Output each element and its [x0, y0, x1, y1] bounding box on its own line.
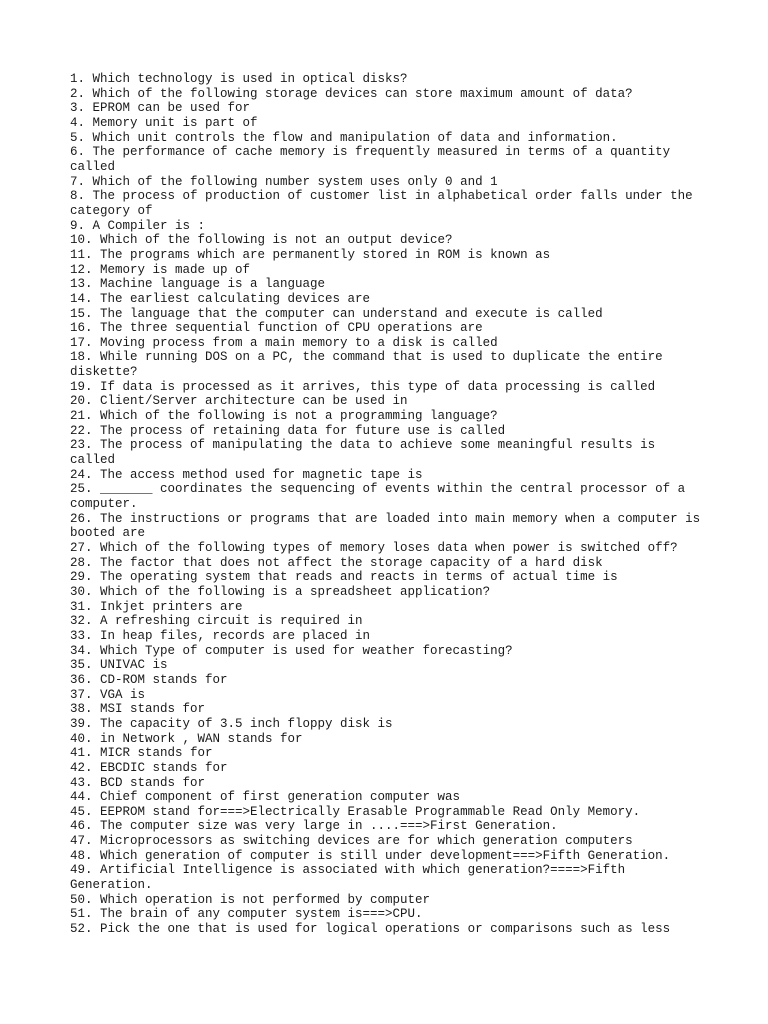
- question-item: 22. The process of retaining data for future use is called: [70, 423, 506, 438]
- question-item: 24. The access method used for magnetic tape is: [70, 467, 423, 482]
- question-item: 35. UNIVAC is: [70, 658, 168, 673]
- question-item: 5. Which unit controls the flow and manipulation of data and information.: [70, 130, 618, 145]
- question-item: 9. A Compiler is :: [70, 218, 206, 233]
- question-item: 29. The operating system that reads and reacts in terms of actual time is: [70, 570, 618, 585]
- question-item: 51. The brain of any computer system is===>CPU.: [70, 907, 423, 922]
- question-item: 21. Which of the following is not a programming language?: [70, 409, 498, 424]
- question-list: [70, 72, 706, 937]
- question-item: 41. MICR stands for: [70, 746, 213, 761]
- question-item: 46. The computer size was very large in ....===>First Generation.: [70, 819, 558, 834]
- question-item: 6. The performance of cache memory is frequently measured in terms of a quantity called: [70, 145, 678, 174]
- question-item: 28. The factor that does not affect the storage capacity of a hard disk: [70, 555, 603, 570]
- question-item: 11. The programs which are permanently stored in ROM is known as: [70, 247, 551, 262]
- question-item: 38. MSI stands for: [70, 702, 206, 717]
- question-item: 10. Which of the following is not an output device?: [70, 233, 453, 248]
- question-item: 13. Machine language is a language: [70, 277, 326, 292]
- question-item: 37. VGA is: [70, 687, 146, 702]
- question-item: 18. While running DOS on a PC, the command that is used to duplicate the entire diskette?: [70, 350, 671, 380]
- question-item: 47. Microprocessors as switching devices are for which generation computers: [70, 834, 633, 849]
- question-item: 40. in Network , WAN stands for: [70, 731, 303, 746]
- question-item: 34. Which Type of computer is used for weather forecasting?: [70, 643, 513, 658]
- question-item: 17. Moving process from a main memory to a disk is called: [70, 335, 498, 350]
- question-item: 45. EEPROM stand for===>Electrically Erasable Programmable Read Only Memory.: [70, 804, 641, 819]
- question-item: 39. The capacity of 3.5 inch floppy disk is: [70, 716, 393, 731]
- question-item: 43. BCD stands for: [70, 775, 206, 790]
- question-item: 44. Chief component of first generation computer was: [70, 790, 461, 805]
- question-item: 31. Inkjet printers are: [70, 599, 243, 614]
- question-item: 36. CD-ROM stands for: [70, 672, 228, 687]
- question-item: 50. Which operation is not performed by computer: [70, 892, 431, 907]
- question-item: 2. Which of the following storage devices can store maximum amount of data?: [70, 86, 633, 101]
- question-item: 1. Which technology is used in optical disks?: [70, 72, 408, 86]
- question-item: 3. EPROM can be used for: [70, 101, 251, 116]
- question-item: 20. Client/Server architecture can be used in: [70, 394, 408, 409]
- question-item: 33. In heap files, records are placed in: [70, 628, 371, 643]
- question-item: 4. Memory unit is part of: [70, 115, 258, 130]
- question-item: 19. If data is processed as it arrives, this type of data processing is called: [70, 379, 656, 394]
- question-item: 8. The process of production of customer list in alphabetical order falls under the category of: [70, 189, 701, 218]
- question-item: 7. Which of the following number system uses only 0 and 1: [70, 174, 498, 189]
- question-item: 30. Which of the following is a spreadsheet application?: [70, 584, 491, 599]
- question-item: 25. _______ coordinates the sequencing of events within the central processor of a computer.: [70, 482, 693, 512]
- question-item: 15. The language that the computer can understand and execute is called: [70, 306, 603, 321]
- question-item: 27. Which of the following types of memory loses data when power is switched off?: [70, 541, 678, 555]
- question-item: 48. Which generation of computer is still under development===>Fifth Generation.: [70, 848, 671, 863]
- question-item: 49. Artificial Intelligence is associated with which generation?====>Fifth Generation.: [70, 863, 633, 893]
- question-item: 23. The process of manipulating the data to achieve some meaningful results is called: [70, 438, 663, 468]
- question-item: 14. The earliest calculating devices are: [70, 291, 371, 306]
- question-item: 26. The instructions or programs that are loaded into main memory when a computer is booted are: [70, 511, 708, 541]
- question-item: 42. EBCDIC stands for: [70, 760, 228, 775]
- question-item: 32. A refreshing circuit is required in: [70, 614, 363, 629]
- question-item: 12. Memory is made up of: [70, 262, 251, 277]
- question-item: 52. Pick the one that is used for logical operations or comparisons such as less: [70, 922, 671, 937]
- question-item: 16. The three sequential function of CPU operations are: [70, 321, 483, 336]
